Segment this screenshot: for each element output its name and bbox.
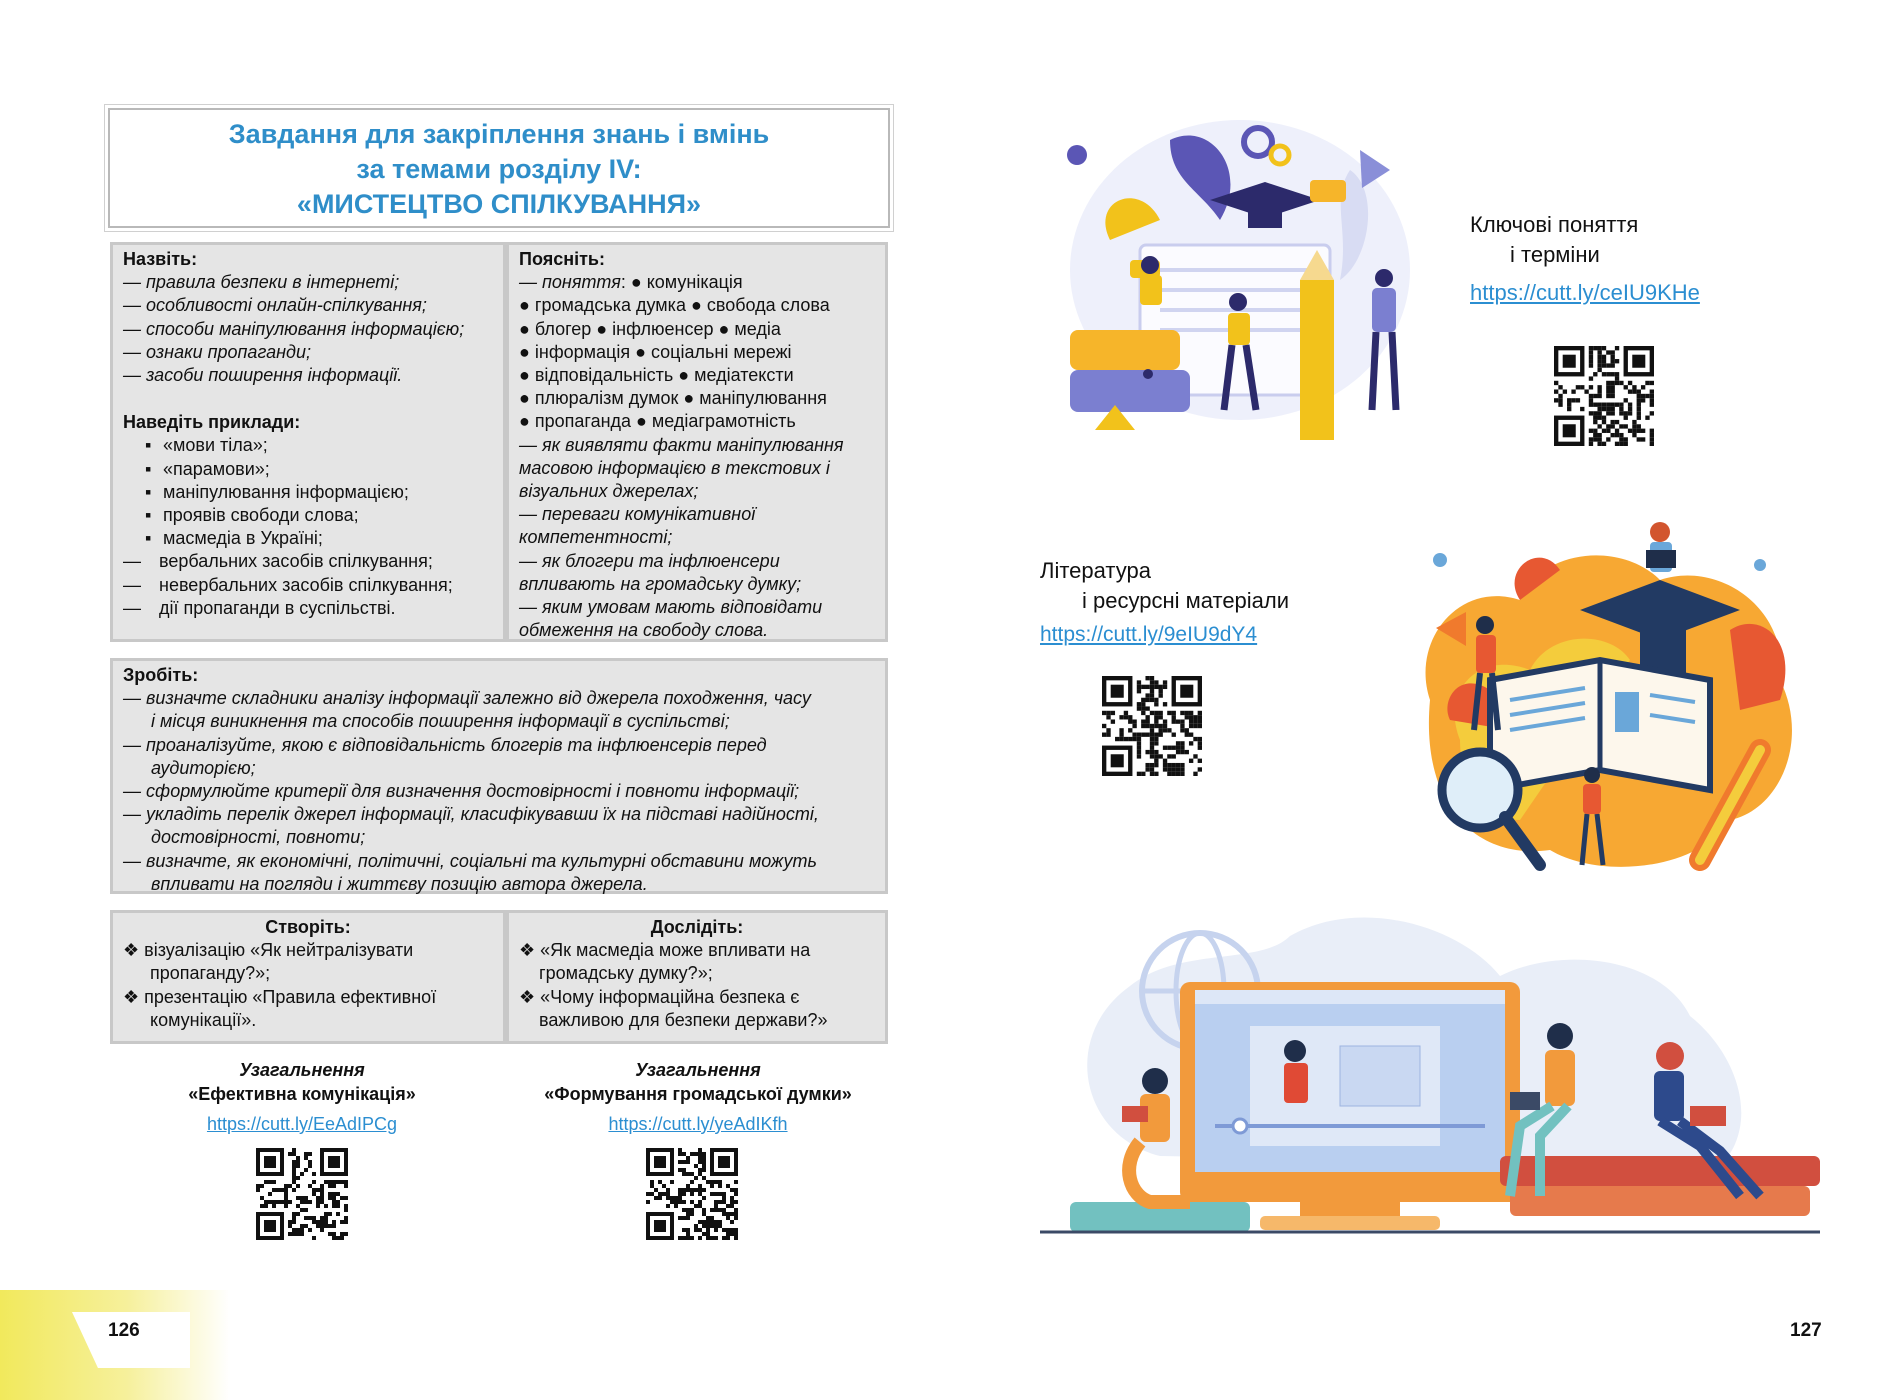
title-frame xyxy=(108,108,890,228)
list-item: масовою інформацією в текстових і xyxy=(519,457,830,478)
list-item: компетентності; xyxy=(519,527,673,548)
summary-label: Узагальнення xyxy=(635,1060,761,1080)
create-task-box xyxy=(110,910,506,1044)
create-heading: Створіть: xyxy=(265,917,351,937)
summary-link[interactable]: https://cutt.ly/EeAdIPCg xyxy=(206,1114,398,1134)
list-item: — як виявляти факти маніпулювання xyxy=(519,434,844,455)
list-item: ● плюралізм думок ● маніпулювання xyxy=(519,388,827,409)
list-item: ● громадська думка ● свобода слова xyxy=(519,295,830,316)
summary-link[interactable]: https://cutt.ly/yeAdIKfh xyxy=(608,1114,788,1134)
list-item: ● блогер ● інфлюенсер ● медіа xyxy=(519,318,781,339)
research-task-box xyxy=(506,910,888,1044)
education-illustration xyxy=(1050,110,1430,460)
summary-label: Узагальнення xyxy=(239,1060,365,1080)
literature-line1: Література xyxy=(1040,558,1151,583)
list-item: ● відповідальність ● медіатексти xyxy=(519,365,794,386)
list-item: впливають на громадську думку; xyxy=(519,573,802,594)
key-terms xyxy=(1470,210,1700,308)
list-item: ● інформація ● соціальні мережі xyxy=(519,341,792,362)
list-item: — правила безпеки в інтернеті; xyxy=(123,272,400,293)
list-item: ▪ маніпулювання інформацією; xyxy=(123,481,493,504)
qr-code[interactable] xyxy=(646,1148,738,1240)
explain-task-box xyxy=(506,242,888,642)
list-item: — переваги комунікативної xyxy=(519,504,756,525)
summary-right xyxy=(506,1058,890,1136)
list-item: ❖ візуалізацію «Як нейтралізувати xyxy=(123,940,414,961)
list-item: — особливості онлайн-спілкування; xyxy=(123,295,427,316)
examples-heading: Наведіть приклади: xyxy=(123,412,301,433)
list-item: обмеження на свободу слова. xyxy=(519,620,769,641)
summary-title: «Ефективна комунікація» xyxy=(188,1084,416,1104)
key-terms-line1: Ключові поняття xyxy=(1470,212,1639,237)
list-item: впливати на погляди і життєву позицію автора джерела. xyxy=(151,873,648,894)
list-item: ▪ проявів свободи слова; xyxy=(123,504,493,527)
summary-title: «Формування громадської думки» xyxy=(544,1084,852,1104)
concepts-line: — поняття: ● комунікація xyxy=(519,272,743,293)
list-item: — укладіть перелік джерел інформації, класифікувавши їх на підставі надійності, xyxy=(123,804,819,825)
list-item: — сформулюйте критерії для визначення достовірності і повноти інформації; xyxy=(123,781,800,802)
list-item: аудиторією; xyxy=(151,757,256,778)
list-item: — визначте, як економічні, політичні, соціальні та культурні обставини можуть xyxy=(123,850,817,871)
list-item: ▪ масмедіа в Україні; xyxy=(123,527,493,550)
list-item: важливою для безпеки держави?» xyxy=(539,1009,828,1030)
list-item: ❖ «Чому інформаційна безпека є xyxy=(519,986,800,1007)
explain-heading: Поясніть: xyxy=(519,249,605,269)
page-number-right: 127 xyxy=(1790,1320,1822,1341)
list-item: — вербальних засобів спілкування; xyxy=(123,550,493,573)
page-number-left: 126 xyxy=(108,1320,140,1341)
literature xyxy=(1040,556,1289,650)
list-item: — проаналізуйте, якою є відповідальність блогерів та інфлюенсерів перед xyxy=(123,734,767,755)
qr-code[interactable] xyxy=(256,1148,348,1240)
summary-left xyxy=(110,1058,494,1136)
list-item: ▪ «парамови»; xyxy=(123,458,493,481)
list-item: — засоби поширення інформації. xyxy=(123,365,403,386)
list-item: громадську думку?»; xyxy=(539,963,713,984)
name-heading: Назвіть: xyxy=(123,249,198,269)
list-item: — визначте складники аналізу інформації залежно від джерела походження, часу xyxy=(123,688,811,709)
do-task-box xyxy=(110,658,888,894)
key-terms-link[interactable]: https://cutt.ly/ceIU9KHe xyxy=(1470,280,1700,305)
list-item: ❖ «Як масмедіа може впливати на xyxy=(519,940,811,961)
do-heading: Зробіть: xyxy=(123,665,199,685)
list-item: і місця виникнення та способів поширення інформації в суспільстві; xyxy=(151,711,730,732)
list-item: — як блогери та інфлюенсери xyxy=(519,550,780,571)
book-illustration xyxy=(1400,520,1820,890)
online-learning-illustration xyxy=(1040,906,1820,1246)
literature-link[interactable]: https://cutt.ly/9eIU9dY4 xyxy=(1040,623,1258,646)
list-item: пропаганду?»; xyxy=(150,963,271,984)
list-item: — способи маніпулювання інформацією; xyxy=(123,318,465,339)
qr-code[interactable] xyxy=(1102,676,1202,776)
list-item: візуальних джерелах; xyxy=(519,481,699,502)
list-item: — дії пропаганди в суспільстві. xyxy=(123,597,493,620)
qr-code[interactable] xyxy=(1554,346,1654,446)
list-item: ❖ презентацію «Правила ефективної xyxy=(123,986,437,1007)
list-item: комунікації». xyxy=(150,1009,257,1030)
list-item: — ознаки пропаганди; xyxy=(123,341,311,362)
page-title: Завдання для закріплення знань і вмінь за темами розділу IV: «МИСТЕЦТВО СПІЛКУВАННЯ» xyxy=(228,119,770,219)
list-item: достовірності, повноти; xyxy=(151,827,366,848)
list-item: — яким умовам мають відповідати xyxy=(519,597,823,618)
literature-line2: і ресурсні матеріали xyxy=(1082,588,1290,613)
research-heading: Дослідіть: xyxy=(650,917,744,937)
key-terms-line2: і терміни xyxy=(1510,242,1600,267)
list-item: ▪ «мови тіла»; xyxy=(123,434,493,457)
list-item: — невербальних засобів спілкування; xyxy=(123,574,493,597)
list-item: ● пропаганда ● медіаграмотність xyxy=(519,411,796,432)
name-task-box xyxy=(110,242,506,642)
